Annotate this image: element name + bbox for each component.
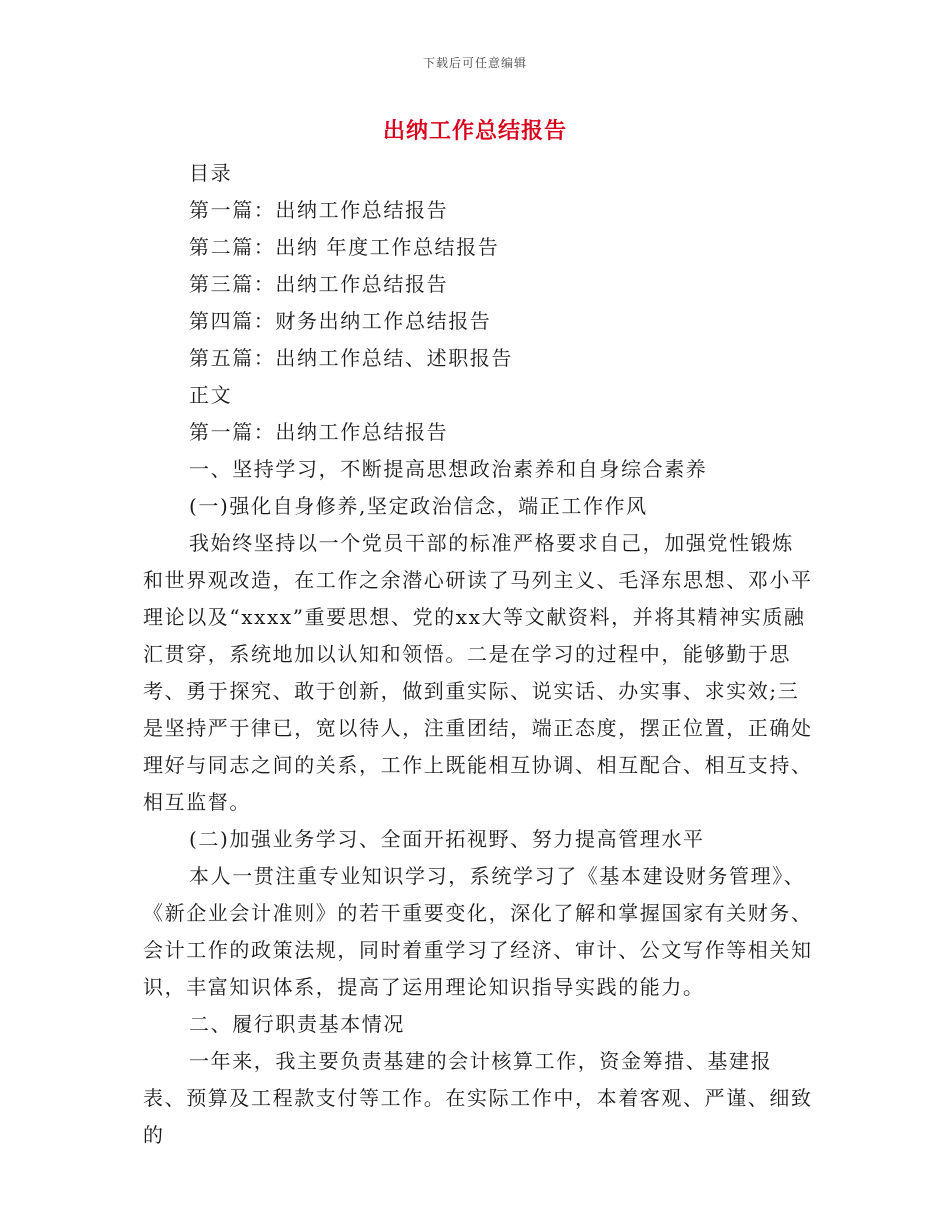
- subsection-2-title: (二)加强业务学习、全面开拓视野、努力提高管理水平: [189, 827, 705, 851]
- paragraph-2: 本人一贯注重专业知识学习，系统学习了《基本建设财务管理》、《新企业会计准则》的若干重要变化，深化了解和掌握国家有关财务、会计工作的政策法规，同时着重学习了经济、审计、公文写作等相关知识，丰富知识体系，提高了运用理论知识指导实践的能力。: [143, 864, 813, 999]
- subsection-1-title: (一)强化自身修养,坚定政治信念，端正工作作风: [189, 494, 648, 518]
- document-body: [143, 155, 815, 1154]
- document-title: 出纳工作总结报告: [382, 118, 567, 144]
- section-1-title: 一、坚持学习，不断提高思想政治素养和自身综合素养: [189, 457, 708, 481]
- toc-item-3: 第三篇：出纳工作总结报告: [189, 272, 449, 296]
- body-heading: 正文: [189, 383, 233, 407]
- header-note: 下载后可任意编辑: [422, 56, 527, 70]
- section-2-title: 二、履行职责基本情况: [189, 1012, 405, 1036]
- toc-item-5: 第五篇：出纳工作总结、述职报告: [189, 346, 513, 370]
- paragraph-1: 我始终坚持以一个党员干部的标准严格要求自己，加强党性锻炼和世界观改造，在工作之余潜心研读了马列主义、毛泽东思想、邓小平理论以及“xxxx”重要思想、党的xx大等文献资料，并将其精神实质融汇贯穿，系统地加以认知和领悟。二是在学习的过程中，能够勤于思考、勇于探究、敢于创新，做到重实际、说实话、办实事、求实效;三是坚持严于律已，宽以待人，注重团结，端正态度，摆正位置，正确处理好与同志之间的关系，工作上既能相互协调、相互配合、相互支持、相互监督。: [143, 531, 813, 814]
- toc-item-4: 第四篇：财务出纳工作总结报告: [189, 309, 492, 333]
- part-title: 第一篇：出纳工作总结报告: [189, 420, 449, 444]
- toc-item-1: 第一篇：出纳工作总结报告: [189, 198, 449, 222]
- toc-heading: 目录: [189, 161, 233, 185]
- toc-item-2: 第二篇：出纳 年度工作总结报告: [189, 235, 500, 259]
- paragraph-3: 一年来，我主要负责基建的会计核算工作，资金筹措、基建报表、预算及工程款支付等工作。在实际工作中，本着客观、严谨、细致的: [143, 1049, 813, 1147]
